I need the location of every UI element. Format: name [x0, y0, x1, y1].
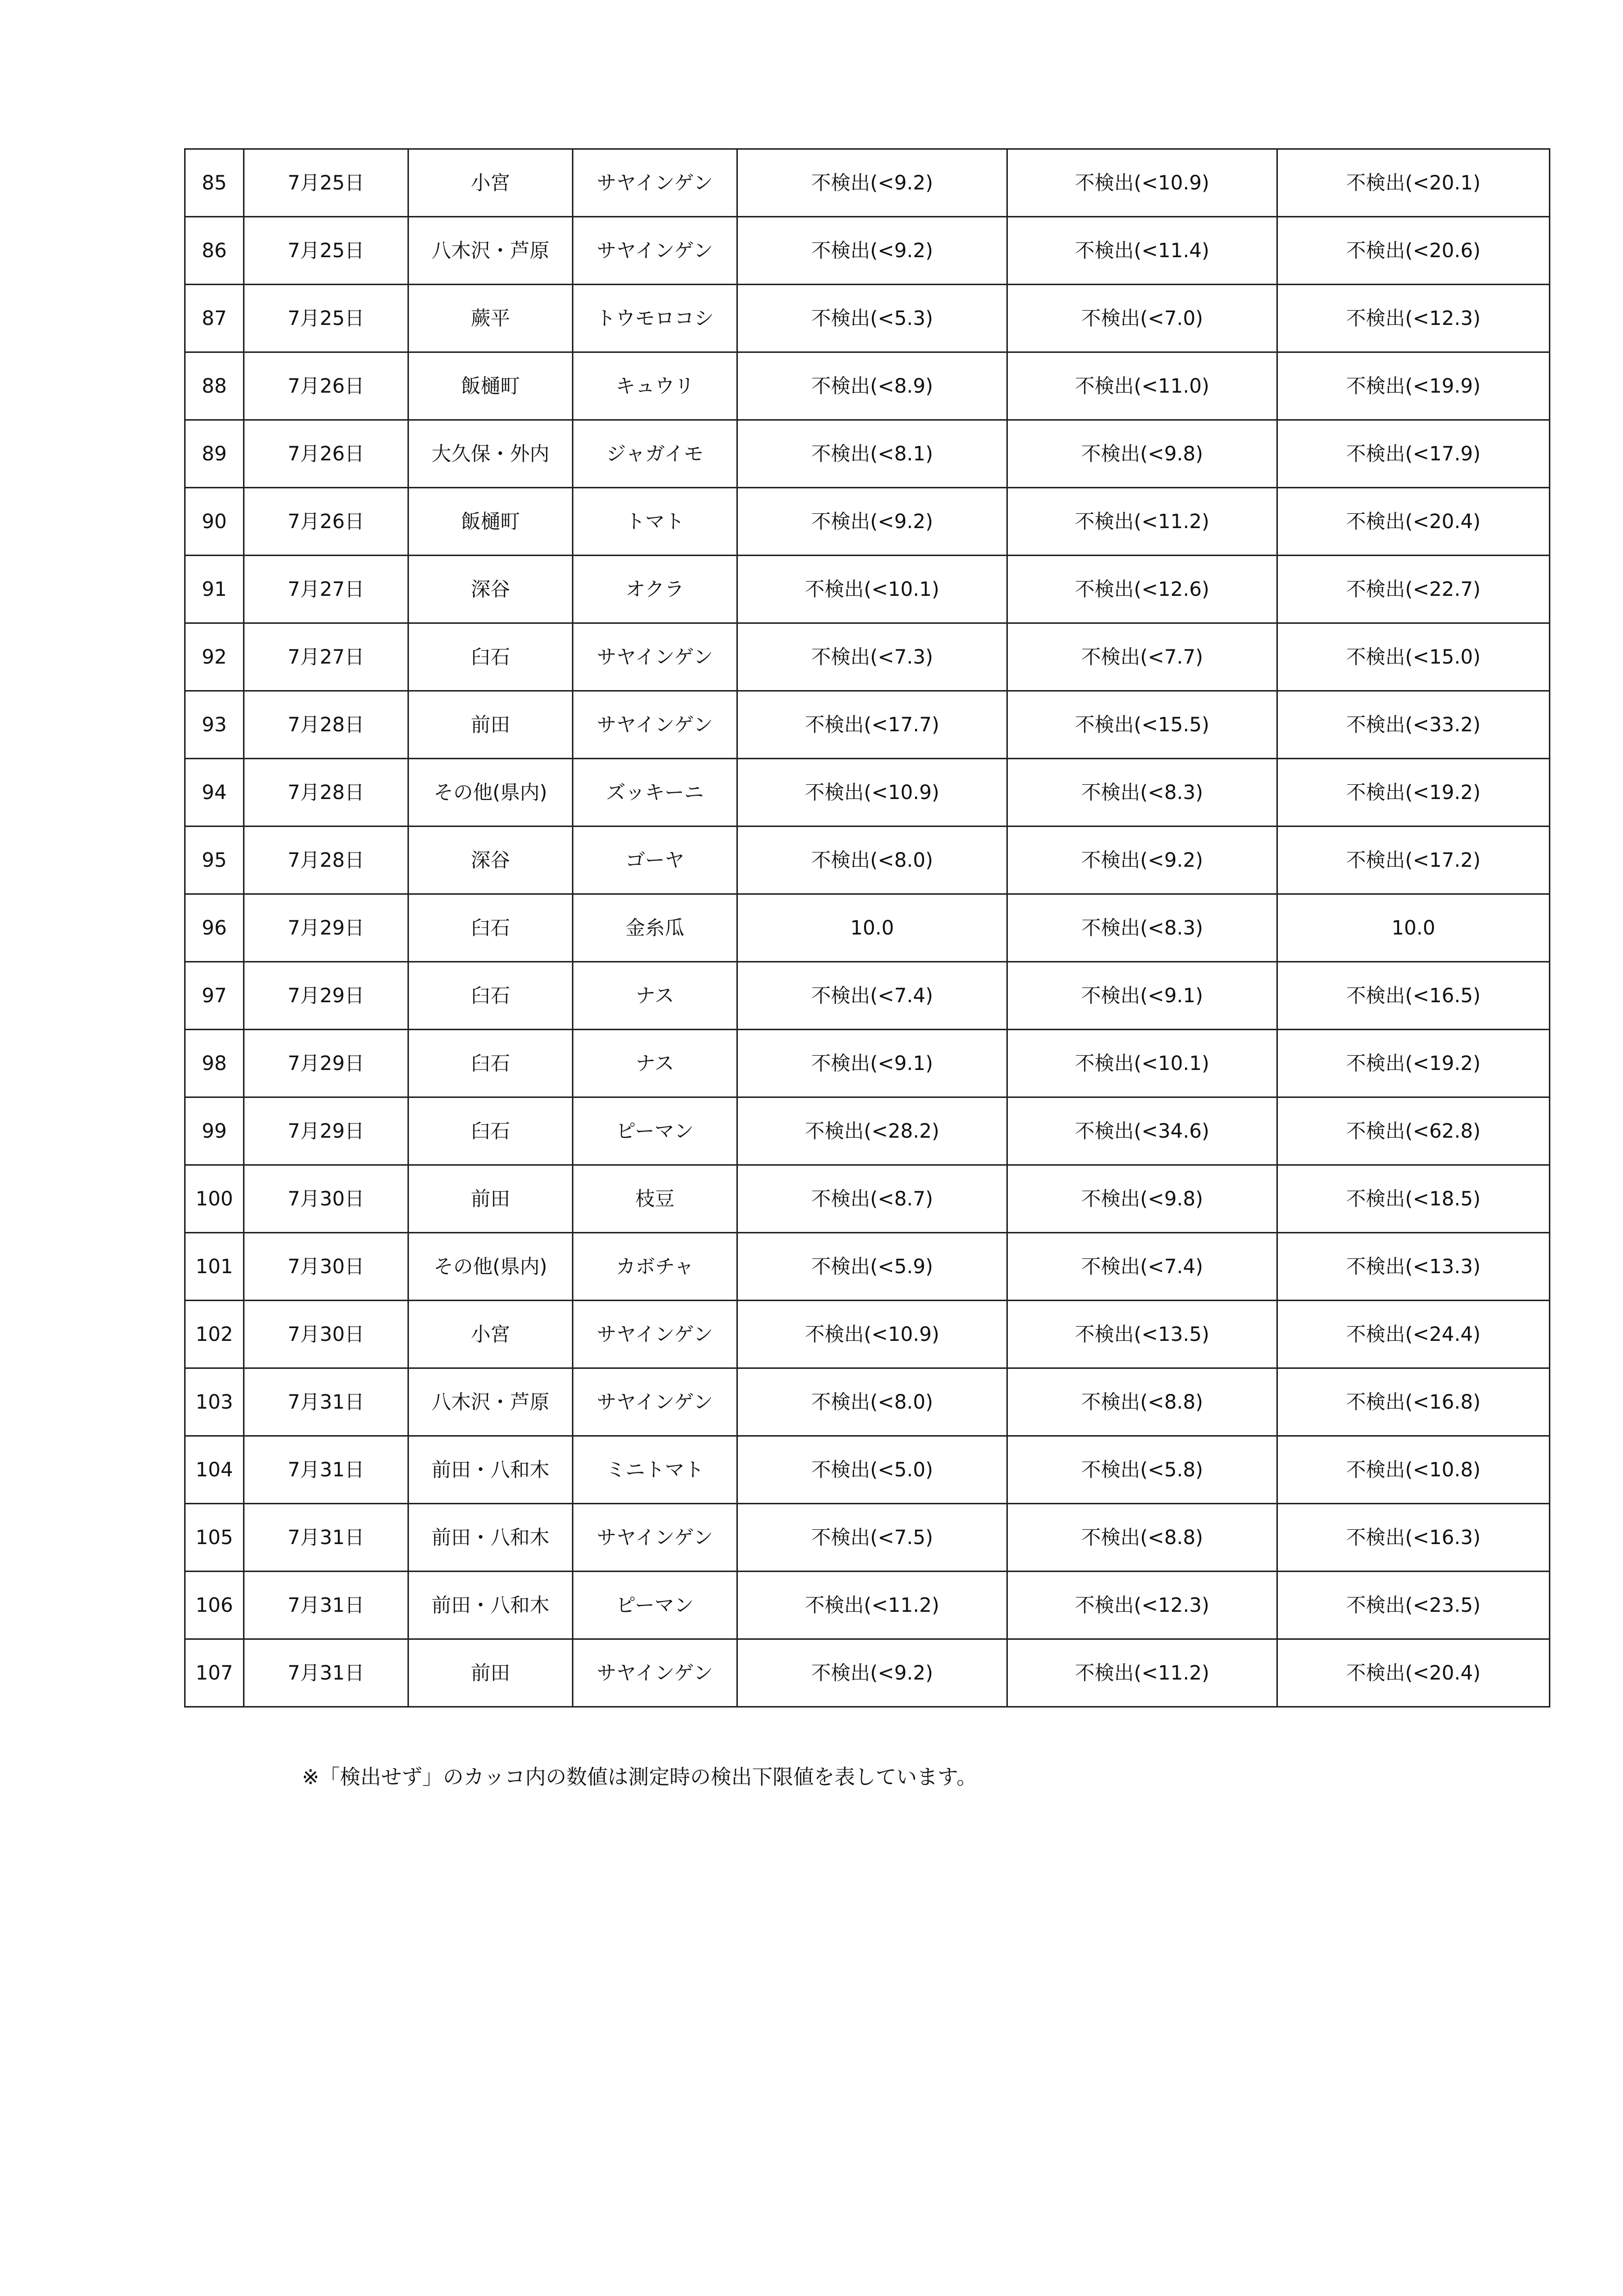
- sample-date-cell: 7月29日: [244, 1097, 408, 1165]
- measurement-2-cell: 不検出(<7.0): [1007, 285, 1277, 352]
- measurement-1-cell: 不検出(<7.3): [737, 623, 1007, 691]
- sample-number-cell: 92: [185, 623, 244, 691]
- measurement-3-cell: 不検出(<16.8): [1277, 1368, 1550, 1436]
- measurement-1-cell: 不検出(<9.2): [737, 217, 1007, 285]
- measurement-2-cell: 不検出(<11.4): [1007, 217, 1277, 285]
- sample-area-cell: 前田: [408, 1639, 573, 1707]
- measurement-1-cell: 不検出(<9.2): [737, 1639, 1007, 1707]
- sample-number-cell: 97: [185, 962, 244, 1030]
- table-row: [185, 623, 1550, 691]
- measurement-2-cell: 不検出(<9.8): [1007, 420, 1277, 488]
- sample-item-cell: 枝豆: [573, 1165, 737, 1233]
- results-table: [184, 148, 1550, 1708]
- measurement-2-cell: 不検出(<10.1): [1007, 1030, 1277, 1097]
- sample-item-cell: トマト: [573, 488, 737, 556]
- measurement-3-cell: 10.0: [1277, 894, 1550, 962]
- table-row: [185, 962, 1550, 1030]
- measurement-1-cell: 不検出(<10.1): [737, 556, 1007, 623]
- sample-date-cell: 7月28日: [244, 827, 408, 894]
- sample-date-cell: 7月31日: [244, 1436, 408, 1504]
- sample-area-cell: 前田・八和木: [408, 1572, 573, 1639]
- table-row: [185, 1030, 1550, 1097]
- measurement-2-cell: 不検出(<12.3): [1007, 1572, 1277, 1639]
- sample-area-cell: 小宮: [408, 149, 573, 217]
- sample-item-cell: オクラ: [573, 556, 737, 623]
- measurement-1-cell: 不検出(<8.0): [737, 1368, 1007, 1436]
- sample-date-cell: 7月30日: [244, 1165, 408, 1233]
- measurement-3-cell: 不検出(<19.9): [1277, 352, 1550, 420]
- sample-item-cell: ピーマン: [573, 1097, 737, 1165]
- measurement-1-cell: 不検出(<5.0): [737, 1436, 1007, 1504]
- sample-date-cell: 7月26日: [244, 488, 408, 556]
- sample-number-cell: 90: [185, 488, 244, 556]
- measurement-2-cell: 不検出(<8.8): [1007, 1368, 1277, 1436]
- table-row: [185, 1233, 1550, 1301]
- sample-area-cell: 深谷: [408, 556, 573, 623]
- measurement-3-cell: 不検出(<19.2): [1277, 759, 1550, 827]
- measurement-3-cell: 不検出(<16.5): [1277, 962, 1550, 1030]
- sample-date-cell: 7月30日: [244, 1233, 408, 1301]
- sample-number-cell: 106: [185, 1572, 244, 1639]
- measurement-1-cell: 不検出(<10.9): [737, 759, 1007, 827]
- table-row: [185, 420, 1550, 488]
- sample-number-cell: 101: [185, 1233, 244, 1301]
- measurement-1-cell: 不検出(<8.1): [737, 420, 1007, 488]
- table-row: [185, 759, 1550, 827]
- measurement-3-cell: 不検出(<18.5): [1277, 1165, 1550, 1233]
- measurement-2-cell: 不検出(<8.3): [1007, 759, 1277, 827]
- measurement-2-cell: 不検出(<9.8): [1007, 1165, 1277, 1233]
- sample-date-cell: 7月31日: [244, 1368, 408, 1436]
- sample-date-cell: 7月31日: [244, 1639, 408, 1707]
- sample-area-cell: 小宮: [408, 1301, 573, 1368]
- measurement-1-cell: 不検出(<8.7): [737, 1165, 1007, 1233]
- measurement-2-cell: 不検出(<8.8): [1007, 1504, 1277, 1572]
- results-table-body: [185, 149, 1550, 1707]
- sample-date-cell: 7月28日: [244, 691, 408, 759]
- measurement-2-cell: 不検出(<12.6): [1007, 556, 1277, 623]
- measurement-2-cell: 不検出(<8.3): [1007, 894, 1277, 962]
- sample-number-cell: 95: [185, 827, 244, 894]
- sample-area-cell: 飯樋町: [408, 488, 573, 556]
- sample-number-cell: 98: [185, 1030, 244, 1097]
- measurement-2-cell: 不検出(<9.1): [1007, 962, 1277, 1030]
- table-row: [185, 827, 1550, 894]
- sample-date-cell: 7月27日: [244, 623, 408, 691]
- measurement-1-cell: 不検出(<8.0): [737, 827, 1007, 894]
- sample-area-cell: 前田: [408, 691, 573, 759]
- sample-item-cell: ピーマン: [573, 1572, 737, 1639]
- measurement-1-cell: 不検出(<11.2): [737, 1572, 1007, 1639]
- sample-date-cell: 7月27日: [244, 556, 408, 623]
- sample-number-cell: 107: [185, 1639, 244, 1707]
- measurement-3-cell: 不検出(<15.0): [1277, 623, 1550, 691]
- measurement-3-cell: 不検出(<12.3): [1277, 285, 1550, 352]
- table-row: [185, 1368, 1550, 1436]
- table-row: [185, 691, 1550, 759]
- measurement-2-cell: 不検出(<7.7): [1007, 623, 1277, 691]
- measurement-3-cell: 不検出(<19.2): [1277, 1030, 1550, 1097]
- sample-item-cell: キュウリ: [573, 352, 737, 420]
- sample-date-cell: 7月28日: [244, 759, 408, 827]
- sample-number-cell: 105: [185, 1504, 244, 1572]
- sample-area-cell: 臼石: [408, 894, 573, 962]
- sample-number-cell: 87: [185, 285, 244, 352]
- sample-area-cell: その他(県内): [408, 759, 573, 827]
- measurement-2-cell: 不検出(<13.5): [1007, 1301, 1277, 1368]
- measurement-3-cell: 不検出(<62.8): [1277, 1097, 1550, 1165]
- sample-number-cell: 89: [185, 420, 244, 488]
- sample-date-cell: 7月26日: [244, 352, 408, 420]
- measurement-3-cell: 不検出(<20.4): [1277, 1639, 1550, 1707]
- sample-date-cell: 7月29日: [244, 1030, 408, 1097]
- measurement-1-cell: 不検出(<28.2): [737, 1097, 1007, 1165]
- table-row: [185, 217, 1550, 285]
- sample-date-cell: 7月31日: [244, 1504, 408, 1572]
- sample-item-cell: サヤインゲン: [573, 1639, 737, 1707]
- sample-date-cell: 7月31日: [244, 1572, 408, 1639]
- measurement-3-cell: 不検出(<23.5): [1277, 1572, 1550, 1639]
- measurement-2-cell: 不検出(<11.2): [1007, 1639, 1277, 1707]
- table-row: [185, 1572, 1550, 1639]
- sample-item-cell: ズッキーニ: [573, 759, 737, 827]
- table-row: [185, 894, 1550, 962]
- sample-date-cell: 7月25日: [244, 149, 408, 217]
- measurement-3-cell: 不検出(<24.4): [1277, 1301, 1550, 1368]
- table-row: [185, 556, 1550, 623]
- measurement-3-cell: 不検出(<33.2): [1277, 691, 1550, 759]
- measurement-2-cell: 不検出(<9.2): [1007, 827, 1277, 894]
- measurement-3-cell: 不検出(<17.2): [1277, 827, 1550, 894]
- sample-item-cell: ナス: [573, 1030, 737, 1097]
- sample-date-cell: 7月30日: [244, 1301, 408, 1368]
- sample-item-cell: ナス: [573, 962, 737, 1030]
- measurement-3-cell: 不検出(<20.6): [1277, 217, 1550, 285]
- measurement-1-cell: 不検出(<7.4): [737, 962, 1007, 1030]
- measurement-1-cell: 不検出(<9.1): [737, 1030, 1007, 1097]
- measurement-2-cell: 不検出(<34.6): [1007, 1097, 1277, 1165]
- sample-area-cell: 八木沢・芦原: [408, 1368, 573, 1436]
- sample-date-cell: 7月26日: [244, 420, 408, 488]
- measurement-3-cell: 不検出(<10.8): [1277, 1436, 1550, 1504]
- measurement-1-cell: 不検出(<10.9): [737, 1301, 1007, 1368]
- sample-number-cell: 96: [185, 894, 244, 962]
- measurement-1-cell: 不検出(<5.3): [737, 285, 1007, 352]
- sample-item-cell: トウモロコシ: [573, 285, 737, 352]
- sample-item-cell: カボチャ: [573, 1233, 737, 1301]
- table-row: [185, 1165, 1550, 1233]
- sample-item-cell: サヤインゲン: [573, 1301, 737, 1368]
- sample-date-cell: 7月29日: [244, 894, 408, 962]
- sample-number-cell: 85: [185, 149, 244, 217]
- sample-number-cell: 91: [185, 556, 244, 623]
- sample-area-cell: 臼石: [408, 623, 573, 691]
- sample-area-cell: 前田・八和木: [408, 1504, 573, 1572]
- measurement-2-cell: 不検出(<15.5): [1007, 691, 1277, 759]
- measurement-2-cell: 不検出(<7.4): [1007, 1233, 1277, 1301]
- sample-number-cell: 86: [185, 217, 244, 285]
- sample-number-cell: 102: [185, 1301, 244, 1368]
- sample-date-cell: 7月29日: [244, 962, 408, 1030]
- sample-item-cell: ミニトマト: [573, 1436, 737, 1504]
- measurement-1-cell: 不検出(<17.7): [737, 691, 1007, 759]
- measurement-3-cell: 不検出(<20.1): [1277, 149, 1550, 217]
- measurement-1-cell: 不検出(<8.9): [737, 352, 1007, 420]
- sample-number-cell: 94: [185, 759, 244, 827]
- measurement-1-cell: 不検出(<9.2): [737, 149, 1007, 217]
- sample-area-cell: 大久保・外内: [408, 420, 573, 488]
- sample-number-cell: 100: [185, 1165, 244, 1233]
- measurement-3-cell: 不検出(<22.7): [1277, 556, 1550, 623]
- sample-item-cell: サヤインゲン: [573, 623, 737, 691]
- measurement-3-cell: 不検出(<16.3): [1277, 1504, 1550, 1572]
- sample-area-cell: 臼石: [408, 962, 573, 1030]
- measurement-2-cell: 不検出(<5.8): [1007, 1436, 1277, 1504]
- sample-date-cell: 7月25日: [244, 217, 408, 285]
- sample-number-cell: 88: [185, 352, 244, 420]
- sample-number-cell: 103: [185, 1368, 244, 1436]
- measurement-1-cell: 不検出(<9.2): [737, 488, 1007, 556]
- sample-date-cell: 7月25日: [244, 285, 408, 352]
- table-row: [185, 1504, 1550, 1572]
- measurement-1-cell: 不検出(<5.9): [737, 1233, 1007, 1301]
- sample-item-cell: 金糸瓜: [573, 894, 737, 962]
- sample-number-cell: 99: [185, 1097, 244, 1165]
- sample-number-cell: 104: [185, 1436, 244, 1504]
- sample-item-cell: ゴーヤ: [573, 827, 737, 894]
- table-row: [185, 488, 1550, 556]
- table-row: [185, 285, 1550, 352]
- measurement-1-cell: 10.0: [737, 894, 1007, 962]
- sample-item-cell: ジャガイモ: [573, 420, 737, 488]
- sample-area-cell: その他(県内): [408, 1233, 573, 1301]
- measurement-3-cell: 不検出(<13.3): [1277, 1233, 1550, 1301]
- sample-area-cell: 蕨平: [408, 285, 573, 352]
- measurement-2-cell: 不検出(<10.9): [1007, 149, 1277, 217]
- sample-item-cell: サヤインゲン: [573, 1504, 737, 1572]
- sample-area-cell: 八木沢・芦原: [408, 217, 573, 285]
- table-row: [185, 1097, 1550, 1165]
- measurement-2-cell: 不検出(<11.0): [1007, 352, 1277, 420]
- sample-area-cell: 深谷: [408, 827, 573, 894]
- measurement-3-cell: 不検出(<17.9): [1277, 420, 1550, 488]
- sample-item-cell: サヤインゲン: [573, 217, 737, 285]
- sample-area-cell: 臼石: [408, 1097, 573, 1165]
- table-row: [185, 352, 1550, 420]
- sample-area-cell: 前田: [408, 1165, 573, 1233]
- measurement-2-cell: 不検出(<11.2): [1007, 488, 1277, 556]
- table-row: [185, 1436, 1550, 1504]
- sample-number-cell: 93: [185, 691, 244, 759]
- measurement-3-cell: 不検出(<20.4): [1277, 488, 1550, 556]
- sample-item-cell: サヤインゲン: [573, 1368, 737, 1436]
- footnote: ※「検出せず」のカッコ内の数値は測定時の検出下限値を表しています。: [302, 1765, 977, 1789]
- table-row: [185, 1639, 1550, 1707]
- sample-item-cell: サヤインゲン: [573, 149, 737, 217]
- sample-item-cell: サヤインゲン: [573, 691, 737, 759]
- table-row: [185, 149, 1550, 217]
- sample-area-cell: 臼石: [408, 1030, 573, 1097]
- measurement-1-cell: 不検出(<7.5): [737, 1504, 1007, 1572]
- sample-area-cell: 飯樋町: [408, 352, 573, 420]
- sample-area-cell: 前田・八和木: [408, 1436, 573, 1504]
- table-row: [185, 1301, 1550, 1368]
